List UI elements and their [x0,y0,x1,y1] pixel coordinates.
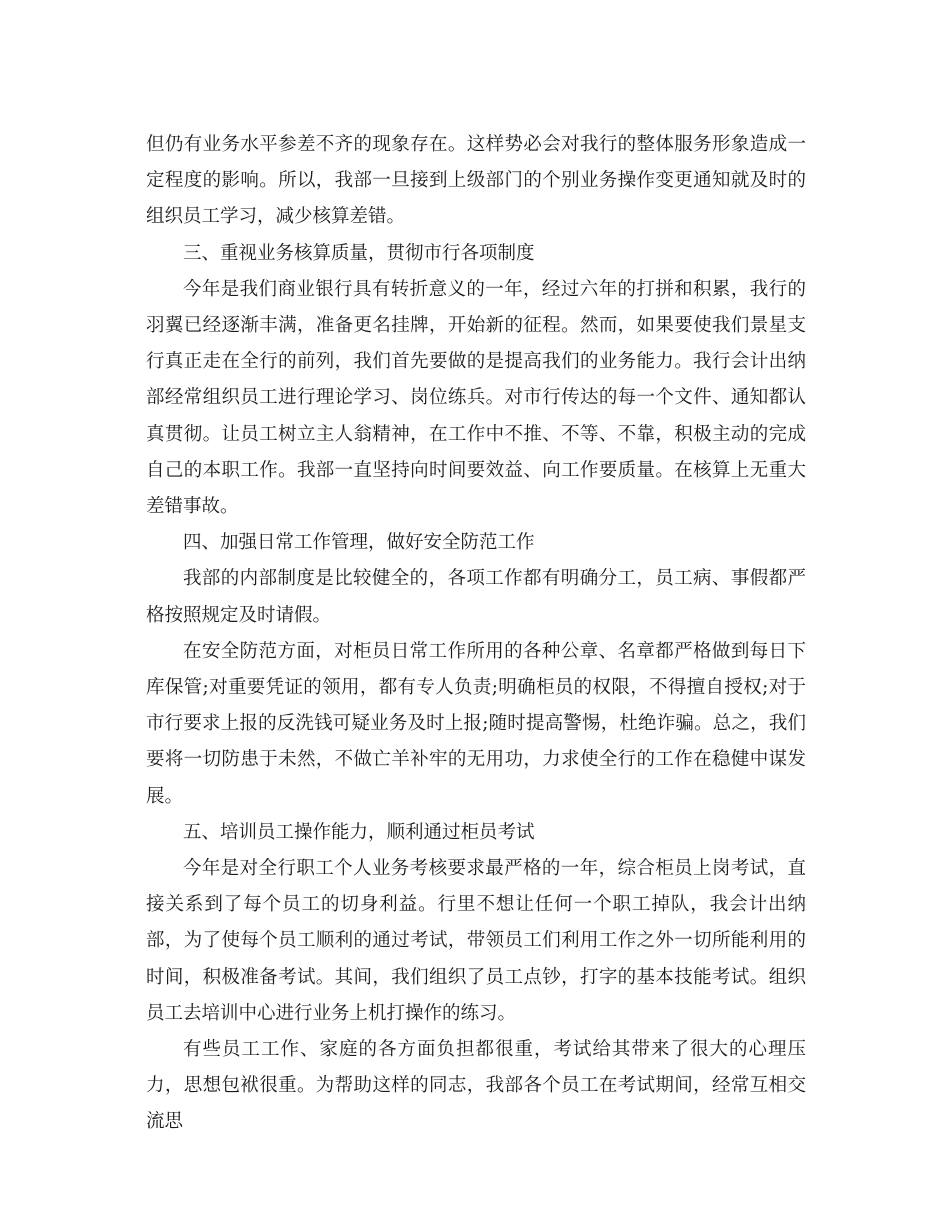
paragraph: 今年是对全行职工个人业务考核要求最严格的一年，综合柜员上岗考试，直接关系到了每个员工的切身利益。行里不想让任何一个职工掉队，我会计出纳部，为了使每个员工顺利的通过考试，带领员工们利用工作之外一切所能利用的时间，积极准备考试。其间，我们组织了员工点钞，打字的基本技能考试。组织员工去培训中心进行业务上机打操作的练习。 [146,858,806,1024]
paragraph: 今年是我们商业银行具有转折意义的一年，经过六年的打拼和积累，我行的羽翼已经逐渐丰满，准备更名挂牌，开始新的征程。然而，如果要使我们景星支行真正走在全行的前列，我们首先要做的是提高我们的业务能力。我行会计出纳部经常组织员工进行理论学习、岗位练兵。对市行传达的每一个文件、通知都认真贯彻。让员工树立主人翁精神，在工作中不推、不等、不靠，积极主动的完成自己的本职工作。我部一直坚持向时间要效益、向工作要质量。在核算上无重大差错事故。 [146,278,806,518]
paragraph: 我部的内部制度是比较健全的，各项工作都有明确分工，员工病、事假都严格按照规定及时请假。 [146,568,806,626]
document-body [146,127,806,1141]
section-heading-three: 三、重视业务核算质量，贯彻市行各项制度 [183,242,535,264]
paragraph: 有些员工工作、家庭的各方面负担都很重，考试给其带来了很大的心理压力，思想包袱很重。为帮助这样的同志，我部各个员工在考试期间，经常互相交流思 [146,1039,806,1133]
section-heading-four: 四、加强日常工作管理，做好安全防范工作 [183,532,535,554]
section-heading-five: 五、培训员工操作能力，顺利通过柜员考试 [183,821,535,843]
paragraph: 在安全防范方面，对柜员日常工作所用的各种公章、名章都严格做到每日下库保管;对重要凭证的领用，都有专人负责;明确柜员的权限，不得擅自授权;对于市行要求上报的反洗钱可疑业务及时上报;随时提高警惕，杜绝诈骗。总之，我们要将一切防患于未然，不做亡羊补牢的无用功，力求使全行的工作在稳健中谋发展。 [146,640,806,807]
paragraph-continuation: 但仍有业务水平参差不齐的现象存在。这样势必会对我行的整体服务形象造成一定程度的影响。所以，我部一旦接到上级部门的个别业务操作变更通知就及时的组织员工学习，减少核算差错。 [146,134,806,228]
